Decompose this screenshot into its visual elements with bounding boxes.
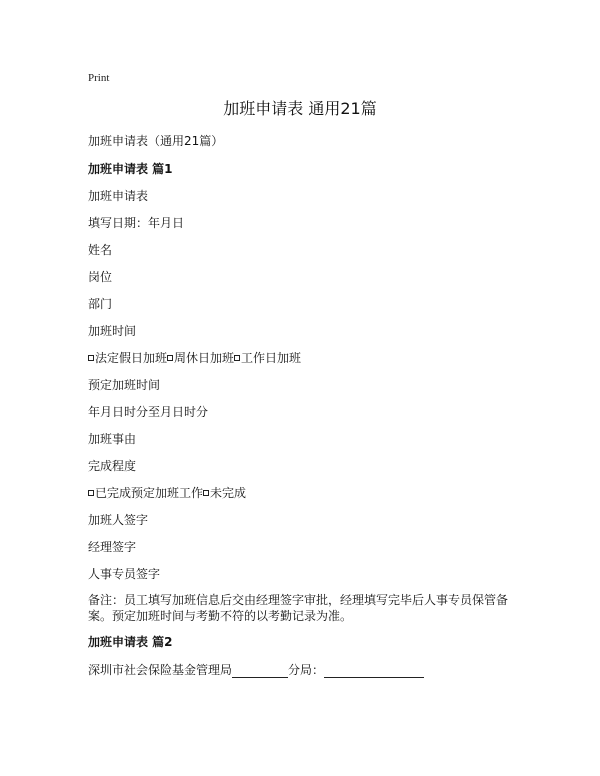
bureau-label: 深圳市社会保险基金管理局	[88, 663, 233, 677]
reason-label: 加班事由	[88, 432, 137, 446]
document-title: 加班申请表 通用21篇	[223, 99, 377, 118]
option-label: 工作日加班	[241, 351, 302, 365]
branch-blank[interactable]	[324, 665, 424, 678]
option-label: 已完成预定加班工作	[95, 486, 204, 500]
checkbox-icon[interactable]	[203, 490, 209, 496]
option-label: 法定假日加班	[95, 351, 168, 365]
position-field-label: 岗位	[88, 270, 113, 284]
overtime-type-options	[88, 350, 301, 366]
checkbox-icon[interactable]	[167, 355, 173, 361]
name-field-label: 姓名	[88, 243, 113, 257]
checkbox-icon[interactable]	[88, 355, 94, 361]
checkbox-icon[interactable]	[88, 490, 94, 496]
bureau-line	[88, 662, 424, 678]
overtime-time-label: 加班时间	[88, 324, 137, 338]
hr-signature-label: 人事专员签字	[88, 567, 161, 581]
branch-label: 分局：	[288, 663, 325, 677]
fill-date: 填写日期：年月日	[88, 216, 185, 230]
bureau-blank[interactable]	[232, 665, 288, 678]
section2-heading: 加班申请表 篇2	[88, 635, 173, 649]
planned-time-label: 预定加班时间	[88, 378, 161, 392]
completion-label: 完成程度	[88, 459, 137, 473]
department-field-label: 部门	[88, 297, 113, 311]
document-subtitle: 加班申请表（通用21篇）	[88, 134, 224, 148]
time-range: 年月日时分至月日时分	[88, 405, 209, 419]
manager-signature-label: 经理签字	[88, 540, 137, 554]
checkbox-icon[interactable]	[234, 355, 240, 361]
print-label: Print	[88, 72, 110, 84]
section1-heading: 加班申请表 篇1	[88, 162, 173, 176]
option-label: 周休日加班	[174, 351, 235, 365]
completion-options	[88, 485, 246, 501]
form-title: 加班申请表	[88, 189, 149, 203]
employee-signature-label: 加班人签字	[88, 513, 149, 527]
remark-note: 备注：员工填写加班信息后交由经理签字审批，经理填写完毕后人事专员保管备案。预定加班时间与考勤不符的以考勤记录为准。	[88, 593, 509, 623]
option-label: 未完成	[210, 486, 247, 500]
